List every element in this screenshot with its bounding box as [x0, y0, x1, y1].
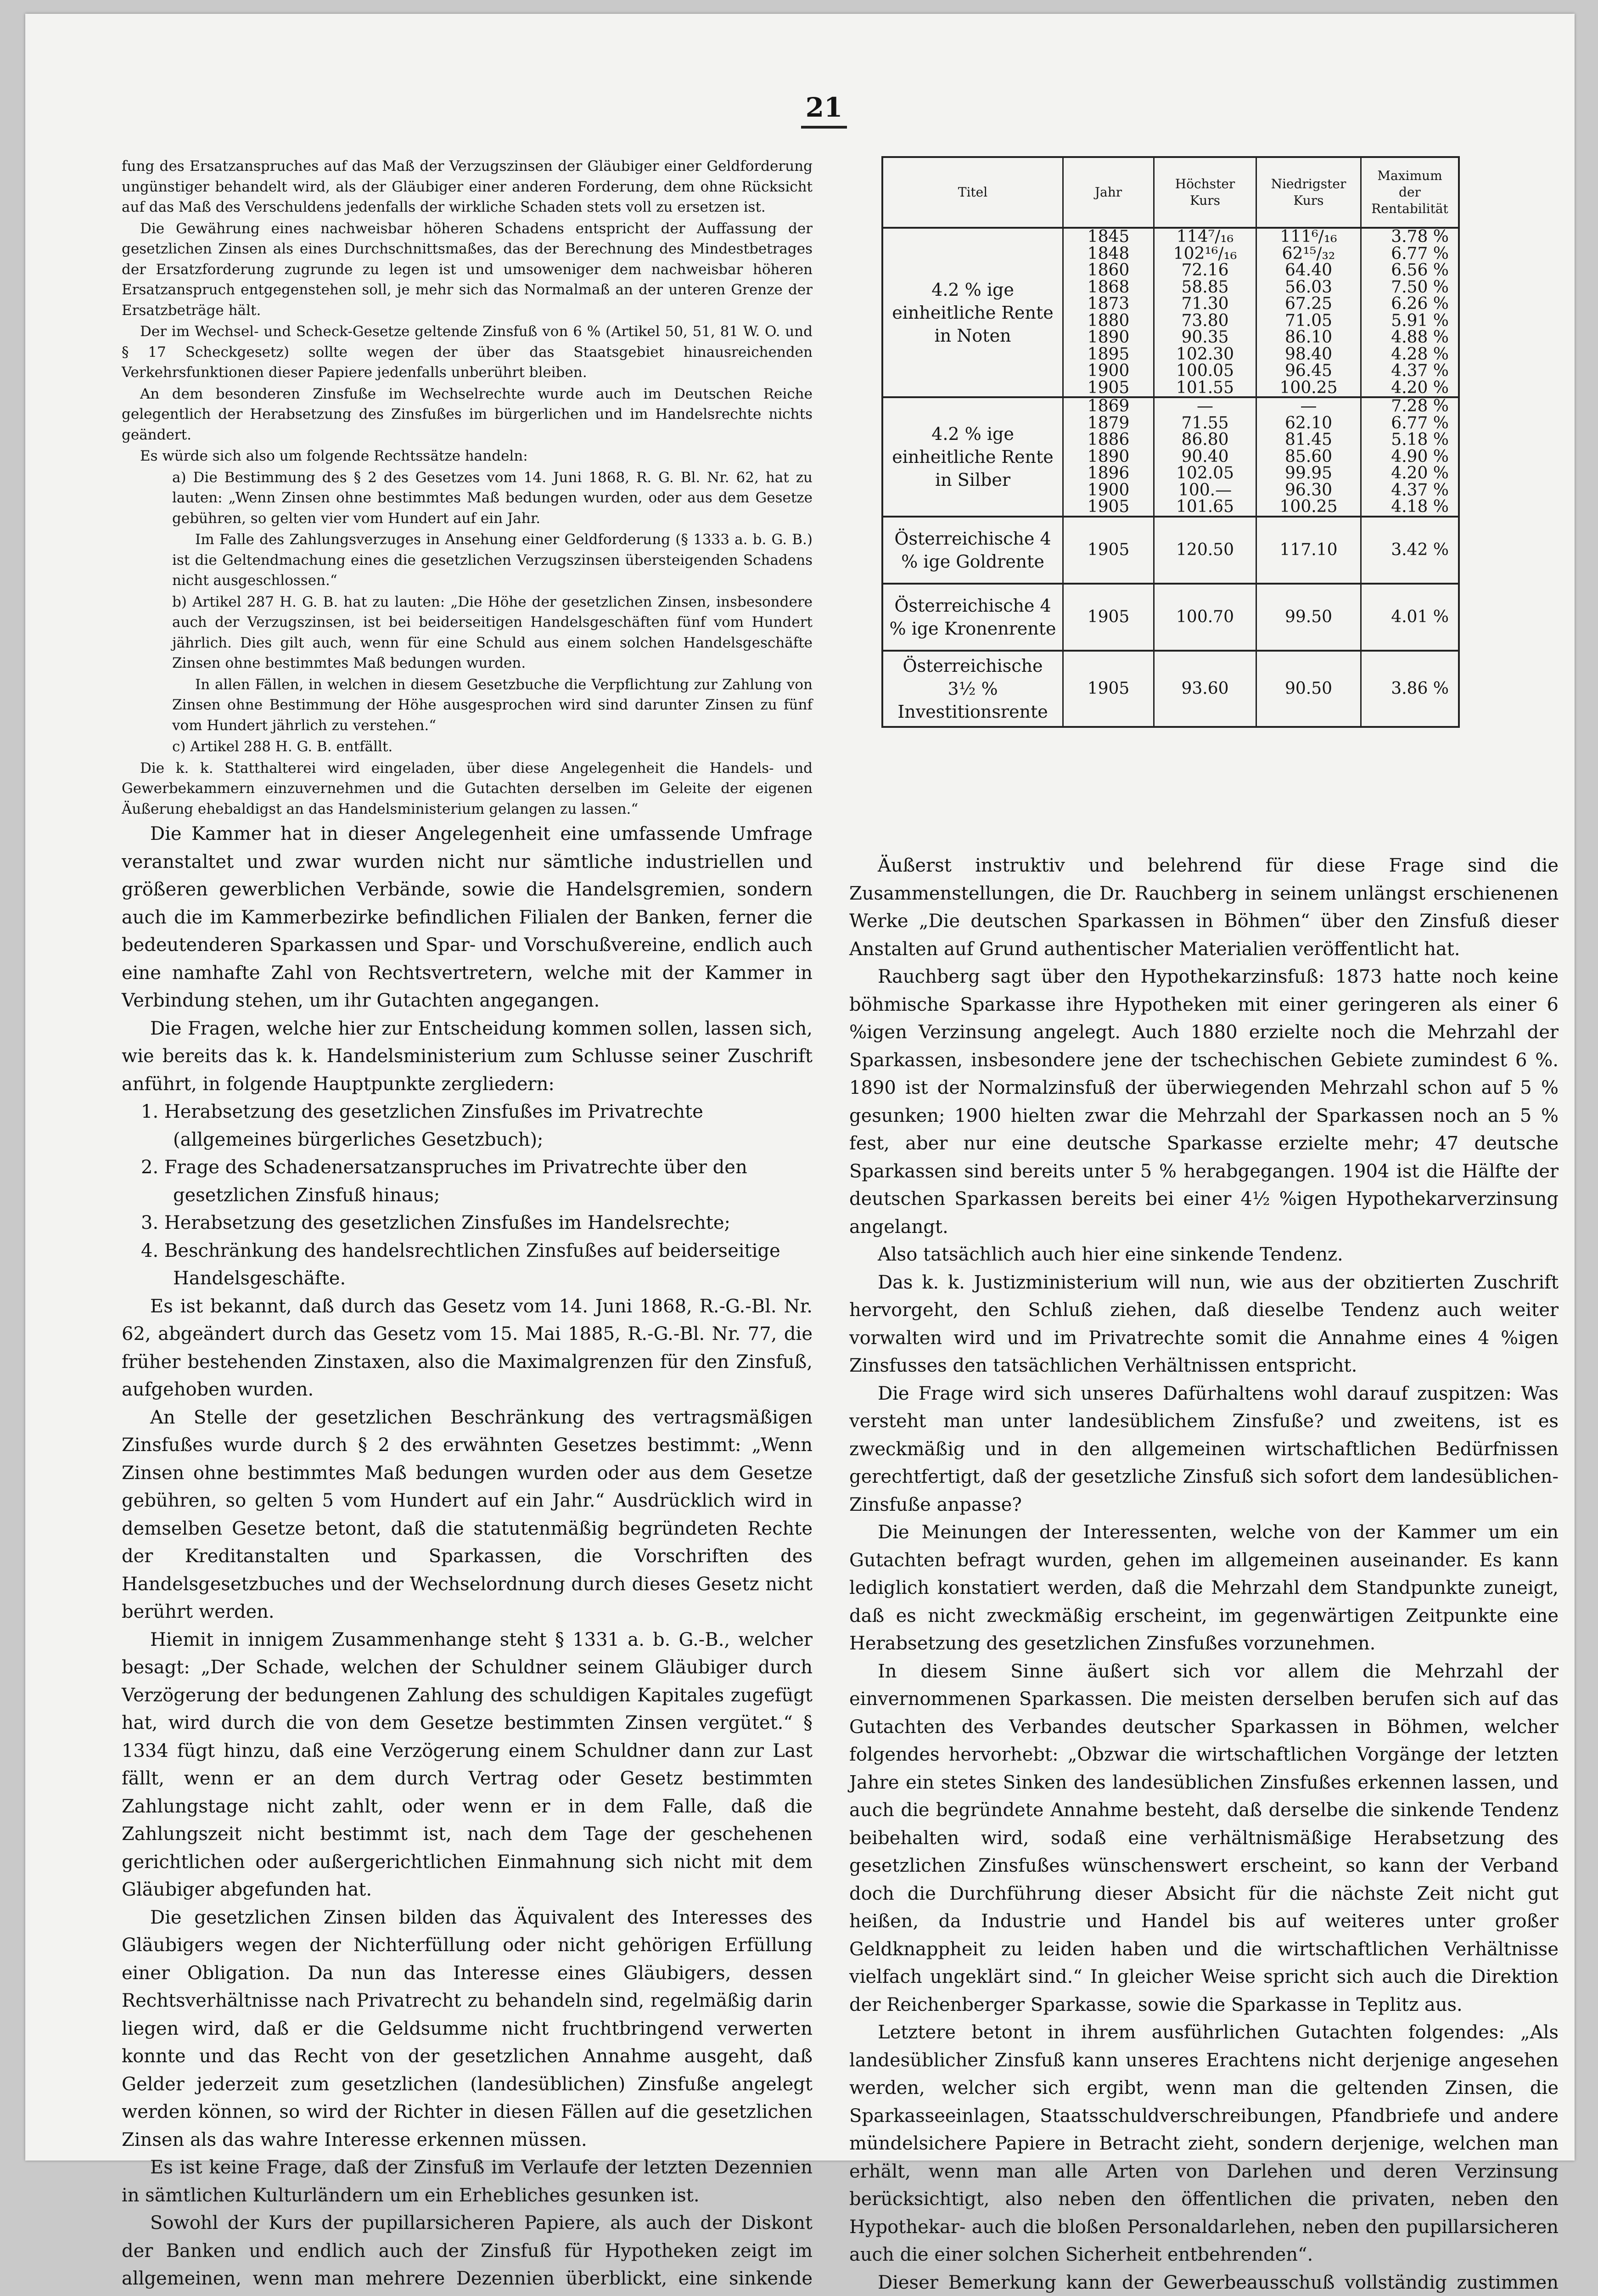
max-yield-cell: 7.50 %	[1361, 279, 1459, 296]
table-row	[882, 584, 1459, 651]
year-cell: 1905	[1063, 380, 1154, 398]
low-rate-cell: 67.25	[1256, 296, 1361, 313]
year-cell: 1848	[1063, 246, 1154, 263]
max-yield-cell: 4.28 %	[1361, 346, 1459, 363]
year-cell: 1868	[1063, 279, 1154, 296]
low-rate-cell: 86.10	[1256, 329, 1361, 346]
year-cell: 1869	[1063, 397, 1154, 415]
high-rate-cell: 71.30	[1154, 296, 1256, 313]
low-rate-cell: —	[1256, 397, 1361, 415]
right-column	[849, 852, 1559, 2296]
low-rate-cell: 96.45	[1256, 363, 1361, 380]
year-cell: 1873	[1063, 296, 1154, 313]
high-rate-cell: 90.35	[1154, 329, 1256, 346]
year-cell: 1886	[1063, 432, 1154, 449]
header-high: Höchster Kurs	[1154, 157, 1256, 228]
year-cell: 1896	[1063, 465, 1154, 482]
body-paragraph: Das k. k. Justizministerium will nun, wie aus der obzitierten Zuschrift hervorgeht, den Schluß ziehen, daß dieselbe Tendenz auch weiter vorwalten wird und im Privatrechte somit die Annahme eines 4 %igen Zinsfusses den tatsächlichen Verhältnissen entspricht.	[849, 1269, 1559, 1380]
list-item: 1. Herabsetzung des gesetzlichen Zinsfußes im Privatrechte (allgemeines bürgerliches Gesetzbuch);	[122, 1098, 813, 1154]
high-rate-cell: 102¹⁶/₁₆	[1154, 246, 1256, 263]
max-yield-cell: 6.26 %	[1361, 296, 1459, 313]
high-rate-cell: 101.55	[1154, 380, 1256, 398]
document-page	[25, 14, 1575, 2161]
body-paragraph: Es ist bekannt, daß durch das Gesetz vom 14. Juni 1868, R.-G.-Bl. Nr. 62, abgeändert durch das Gesetz vom 15. Mai 1885, R.-G.-Bl. Nr. 77, die früher bestehenden Zinstaxen, also die Maximalgrenzen für den Zinsfuß, aufgehoben wurden.	[122, 1293, 813, 1404]
max-yield-cell: 5.91 %	[1361, 313, 1459, 330]
body-paragraph: Äußerst instruktiv und belehrend für diese Frage sind die Zusammenstellungen, die Dr. Rauchberg in seinem unlängst erschienenen Werke „Die deutschen Sparkassen in Böhmen“ über den Zinsfuß dieser Anstalten auf Grund authentischer Materialien veröffentlicht hat.	[849, 852, 1559, 963]
legal-sub-item: b) Artikel 287 H. G. B. hat zu lauten: „Die Höhe der gesetzlichen Zinsen, insbesondere auch der Verzugszinsen, ist bei beiderseitigen Handelsgeschäften fünf vom Hundert jährlich. Dies gilt auch, wenn für eine Schuld aus einem solchen Handelsgeschäfte Zinsen ohne bestimmtes Maß bedungen wurden.	[122, 592, 813, 674]
body-paragraph: Sowohl der Kurs der pupillarsicheren Papiere, als auch der Diskont der Banken und endlich auch der Zinsfuß für Hypotheken zeigt im allgemeinen, wenn man mehrere Dezennien überblickt, eine sinkende	[122, 2209, 813, 2296]
note-paragraph: Es würde sich also um folgende Rechtssätze handeln:	[122, 446, 813, 467]
high-rate-cell: 102.05	[1154, 465, 1256, 482]
body-paragraph: Die gesetzlichen Zinsen bilden das Äquivalent des Interesses des Gläubigers wegen der Nichterfüllung oder nicht gehörigen Erfüllung einer Obligation. Da nun das Interesse eines Gläubigers, dessen Rechtsverhältnisse nach Privatrecht zu behandeln sind, regelmäßig darin liegen wird, daß er die Geldsumme nicht fruchtbringend verwerten konnte und das Recht von der gesetzlichen Annahme ausgeht, daß Gelder jederzeit zum gesetzlichen (landesüblichen) Zinsfuße angelegt werden können, so wird der Richter in diesen Fällen auf die gesetzlichen Zinsen als das wahre Interesse erkennen müssen.	[122, 1904, 813, 2154]
body-paragraph: Rauchberg sagt über den Hypothekarzinsfuß: 1873 hatte noch keine böhmische Sparkasse ihre Hypotheken mit einer geringeren als einer 6 %igen Verzinsung angelegt. Auch 1880 erzielte noch die Mehrzahl der Sparkassen, insbesondere jene der tschechischen Gebiete zumindest 6 %. 1890 ist der Normalzinsfuß der überwiegenden Mehrzahl schon auf 5 % gesunken; 1900 hielten zwar die Mehrzahl der Sparkassen noch an 5 % fest, aber nur eine deutsche Sparkasse erzielte mehr; 47 deutsche Sparkassen sind bereits unter 5 % herabgegangen. 1904 ist die Hälfte der deutschen Sparkassen bereits bei einer 4½ %igen Hypothekarverzinsung angelangt.	[849, 963, 1559, 1241]
body-paragraph: Die Kammer hat in dieser Angelegenheit eine umfassende Umfrage veranstaltet und zwar wurden nicht nur sämtliche industriellen und größeren gewerblichen Verbände, sowie die Handelsgremien, sondern auch die im Kammerbezirke befindlichen Filialen der Banken, ferner die bedeutenderen Sparkassen und Spar- und Vorschußvereine, endlich auch eine namhafte Zahl von Rechtsvertretern, welche mit der Kammer in Verbindung stehen, um ihr Gutachten angegangen.	[122, 820, 813, 1015]
security-title-cell: 4.2 % ige einheitliche Rente in Silber	[882, 397, 1063, 517]
security-title-cell: 4.2 % ige einheitliche Rente in Noten	[882, 228, 1063, 397]
year-cell: 1905	[1063, 499, 1154, 517]
max-yield-cell: 3.86 %	[1361, 651, 1459, 727]
body-paragraph: In diesem Sinne äußert sich vor allem die Mehrzahl der einvernommenen Sparkassen. Die meisten derselben berufen sich auf das Gutachten des Verbandes deutscher Sparkassen in Böhmen, welcher folgendes hervorhebt: „Obzwar die wirtschaftlichen Vorgänge der letzten Jahre ein stetes Sinken des landesüblichen Zinsfußes erkennen lassen, und auch die begründete Annahme besteht, daß derselbe die sinkende Tendenz beibehalten wird, sodaß eine verhältnismäßige Herabsetzung des gesetzlichen Zinsfußes wünschenswert erscheint, so kann der Verband doch die Durchführung dieser Absicht für die nächste Zeit nicht gut heißen, da Industrie und Handel bis auf weiteres unter großer Geldknappheit zu leiden haben und die wirtschaftlichen Verhältnisse vielfach ungeklärt sind.“ In gleicher Weise spricht sich auch die Direktion der Reichenberger Sparkasse, sowie die Sparkasse in Teplitz aus.	[849, 1658, 1559, 2019]
page-number: 21	[801, 92, 847, 129]
high-rate-cell: 101.65	[1154, 499, 1256, 517]
high-rate-cell: 58.85	[1154, 279, 1256, 296]
year-cell: 1880	[1063, 313, 1154, 330]
high-rate-cell: 93.60	[1154, 651, 1256, 727]
max-yield-cell: 4.90 %	[1361, 449, 1459, 466]
table-row	[882, 651, 1459, 727]
table-row	[882, 517, 1459, 584]
low-rate-cell: 117.10	[1256, 517, 1361, 584]
max-yield-cell: 4.18 %	[1361, 499, 1459, 517]
list-item: 4. Beschränkung des handelsrechtlichen Zinsfußes auf beiderseitige Handelsgeschäfte.	[122, 1237, 813, 1293]
max-yield-cell: 3.78 %	[1361, 228, 1459, 246]
max-yield-cell: 4.01 %	[1361, 584, 1459, 651]
year-cell: 1890	[1063, 329, 1154, 346]
year-cell: 1895	[1063, 346, 1154, 363]
legal-sub-item: c) Artikel 288 H. G. B. entfällt.	[122, 737, 813, 757]
note-paragraph: Der im Wechsel- und Scheck-Gesetze geltende Zinsfuß von 6 % (Artikel 50, 51, 81 W. O. und § 17 Scheckgesetz) sollte wegen der über das Staatsgebiet hinausreichenden Verkehrsfunktionen dieser Papiere jedenfalls unberührt bleiben.	[122, 321, 813, 383]
low-rate-cell: 71.05	[1256, 313, 1361, 330]
security-title-cell: Österreichische 4 % ige Kronenrente	[882, 584, 1063, 651]
year-cell: 1879	[1063, 415, 1154, 432]
max-yield-cell: 3.42 %	[1361, 517, 1459, 584]
legal-sub-item: a) Die Bestimmung des § 2 des Gesetzes vom 14. Juni 1868, R. G. Bl. Nr. 62, hat zu lauten: „Wenn Zinsen ohne bestimmtes Maß bedungen wurden, oder aus dem Gesetze gebühren, so gelten vier vom Hundert auf ein Jahr.	[122, 467, 813, 529]
low-rate-cell: 62.10	[1256, 415, 1361, 432]
max-yield-cell: 5.18 %	[1361, 432, 1459, 449]
year-cell: 1905	[1063, 584, 1154, 651]
closing-note: Die k. k. Statthalterei wird eingeladen, über diese Angelegenheit die Handels- und Gewerbekammern einzuvernehmen und die Gutachten derselben im Geleite der eigenen Äußerung ehebaldigst an das Handelsministerium gelangen zu lassen.“	[122, 758, 813, 820]
low-rate-cell: 99.50	[1256, 584, 1361, 651]
year-cell: 1845	[1063, 228, 1154, 246]
low-rate-cell: 56.03	[1256, 279, 1361, 296]
max-yield-cell: 4.20 %	[1361, 465, 1459, 482]
high-rate-cell: 100.70	[1154, 584, 1256, 651]
security-title-cell: Österreichische 4 % ige Goldrente	[882, 517, 1063, 584]
rates-table-wrap	[881, 156, 1460, 728]
high-rate-cell: 120.50	[1154, 517, 1256, 584]
header-low: Niedrigster Kurs	[1256, 157, 1361, 228]
max-yield-cell: 4.37 %	[1361, 482, 1459, 499]
high-rate-cell: 102.30	[1154, 346, 1256, 363]
max-yield-cell: 6.77 %	[1361, 415, 1459, 432]
low-rate-cell: 111⁶/₁₆	[1256, 228, 1361, 246]
low-rate-cell: 100.25	[1256, 380, 1361, 398]
rates-table	[881, 156, 1460, 728]
high-rate-cell: 71.55	[1154, 415, 1256, 432]
low-rate-cell: 99.95	[1256, 465, 1361, 482]
low-rate-cell: 100.25	[1256, 499, 1361, 517]
low-rate-cell: 64.40	[1256, 262, 1361, 279]
max-yield-cell: 6.56 %	[1361, 262, 1459, 279]
list-item: 2. Frage des Schadenersatzanspruches im Privatrechte über den gesetzlichen Zinsfuß hinaus;	[122, 1154, 813, 1209]
header-title: Titel	[882, 157, 1063, 228]
body-paragraph: An Stelle der gesetzlichen Beschränkung des vertragsmäßigen Zinsfußes wurde durch § 2 des erwähnten Gesetzes bestimmt: „Wenn Zinsen ohne bestimmtes Maß bedungen wurden oder aus dem Gesetze gebühren, so gelten 5 vom Hundert auf ein Jahr.“ Ausdrücklich wird in demselben Gesetze betont, daß die statutenmäßig begründeten Rechte der Kreditanstalten und Sparkassen, die Vorschriften des Handelsgesetzbuches und der Wechselordnung durch dieses Gesetz nicht berührt werden.	[122, 1404, 813, 1626]
body-paragraph: Dieser Bemerkung kann der Gewerbeausschuß vollständig zustimmen	[849, 2269, 1559, 2296]
high-rate-cell: 100.—	[1154, 482, 1256, 499]
low-rate-cell: 85.60	[1256, 449, 1361, 466]
body-paragraph: Die Frage wird sich unseres Dafürhaltens wohl darauf zuspitzen: Was versteht man unter landesüblichem Zinsfuße? und zweitens, ist es zweckmäßig und in den allgemeinen wirtschaftlichen Bedürfnissen gerechtfertigt, daß der gesetzliche Zinsfuß sich sofort dem landesüblichen-Zinsfuße anpasse?	[849, 1380, 1559, 1519]
left-column	[122, 156, 813, 2296]
body-paragraph: Letztere betont in ihrem ausführlichen Gutachten folgendes: „Als landesüblicher Zinsfuß kann unseres Erachtens nicht derjenige angesehen werden, welcher sich ergibt, wenn man die geltenden Zinsen, die Sparkasseeinlagen, Staatsschuldverschreibungen, Pfandbriefe und andere mündelsichere Papiere in Betracht zieht, sondern derjenige, welchen man erhält, wenn man alle Arten von Darlehen und deren Verzinsung berücksichtigt, also neben den öffentlichen die privaten, neben den Hypothekar- auch die bloßen Personaldarlehen, neben den pupillarsicheren auch die einer solchen Sicherheit entbehrenden“.	[849, 2019, 1559, 2269]
high-rate-cell: 100.05	[1154, 363, 1256, 380]
high-rate-cell: 86.80	[1154, 432, 1256, 449]
table-header-row	[882, 157, 1459, 228]
high-rate-cell: 72.16	[1154, 262, 1256, 279]
body-paragraph: Die Meinungen der Interessenten, welche von der Kammer um ein Gutachten befragt wurden, gehen im allgemeinen auseinander. Es kann lediglich konstatiert werden, daß die Mehrzahl dem Standpunkte zuneigt, daß es nicht zweckmäßig erscheint, im gegenwärtigen Zeitpunkte eine Herabsetzung des gesetzlichen Zinsfußes vorzunehmen.	[849, 1519, 1559, 1658]
high-rate-cell: 114⁷/₁₆	[1154, 228, 1256, 246]
year-cell: 1905	[1063, 517, 1154, 584]
table-row	[882, 228, 1459, 246]
note-paragraph: An dem besonderen Zinsfuße im Wechselrechte wurde auch im Deutschen Reiche gelegentlich der Herabsetzung des Zinsfußes im bürgerlichen und im Handelsrechte nichts geändert.	[122, 384, 813, 445]
low-rate-cell: 98.40	[1256, 346, 1361, 363]
header-max-yield: Maximum der Rentabilität	[1361, 157, 1459, 228]
low-rate-cell: 90.50	[1256, 651, 1361, 727]
note-paragraph: Die Gewährung eines nachweisbar höheren Schadens entspricht der Auffassung der gesetzlichen Zinsen als eines Durchschnittsmaßes, das der Berechnung des Mindestbetrages der Ersatzforderung zugrunde zu legen ist und umsoweniger dem nachweisbar höheren Ersatzanspruch entgegenstehen soll, je mehr sich das Normalmaß an der unteren Grenze der Ersatzbeträge hält.	[122, 219, 813, 321]
low-rate-cell: 96.30	[1256, 482, 1361, 499]
max-yield-cell: 4.20 %	[1361, 380, 1459, 398]
body-paragraph: Also tatsächlich auch hier eine sinkende Tendenz.	[849, 1241, 1559, 1269]
high-rate-cell: 90.40	[1154, 449, 1256, 466]
legal-sub-item: In allen Fällen, in welchen in diesem Gesetzbuche die Verpflichtung zur Zahlung von Zinsen ohne Bestimmung der Höhe ausgesprochen wird sind darunter Zinsen zu fünf vom Hundert jährlich zu verstehen.“	[122, 675, 813, 736]
max-yield-cell: 6.77 %	[1361, 246, 1459, 263]
body-paragraph: Es ist keine Frage, daß der Zinsfuß im Verlaufe der letzten Dezennien in sämtlichen Kulturländern um ein Erhebliches gesunken ist.	[122, 2154, 813, 2209]
rates-table-body	[882, 228, 1459, 727]
table-row	[882, 397, 1459, 415]
year-cell: 1905	[1063, 651, 1154, 727]
security-title-cell: Österreichische 3½ % Investitionsrente	[882, 651, 1063, 727]
high-rate-cell: —	[1154, 397, 1256, 415]
note-paragraph: fung des Ersatzanspruches auf das Maß der Verzugszinsen der Gläubiger einer Geldforderung ungünstiger behandelt wird, als der Gläubiger einer anderen Forderung, dem ohne Rücksicht auf das Maß des Verschuldens jedenfalls der wirkliche Schaden stets voll zu ersetzen ist.	[122, 156, 813, 218]
low-rate-cell: 81.45	[1256, 432, 1361, 449]
max-yield-cell: 7.28 %	[1361, 397, 1459, 415]
list-item: 3. Herabsetzung des gesetzlichen Zinsfußes im Handelsrechte;	[122, 1209, 813, 1237]
legal-sub-item: Im Falle des Zahlungsverzuges in Ansehung einer Geldforderung (§ 1333 a. b. G. B.) ist die Geltendmachung eines die gesetzlichen Verzugszinsen übersteigenden Schadens nicht ausgeschlossen.“	[122, 529, 813, 591]
body-paragraph: Die Fragen, welche hier zur Entscheidung kommen sollen, lassen sich, wie bereits das k. k. Handelsministerium zum Schlusse seiner Zuschrift anführt, in folgende Hauptpunkte zergliedern:	[122, 1015, 813, 1098]
year-cell: 1900	[1063, 363, 1154, 380]
high-rate-cell: 73.80	[1154, 313, 1256, 330]
year-cell: 1900	[1063, 482, 1154, 499]
header-year: Jahr	[1063, 157, 1154, 228]
year-cell: 1890	[1063, 449, 1154, 466]
max-yield-cell: 4.37 %	[1361, 363, 1459, 380]
max-yield-cell: 4.88 %	[1361, 329, 1459, 346]
low-rate-cell: 62¹⁵/₃₂	[1256, 246, 1361, 263]
year-cell: 1860	[1063, 262, 1154, 279]
body-paragraph: Hiemit in innigem Zusammenhange steht § 1331 a. b. G.-B., welcher besagt: „Der Schade, welchen der Schuldner seinem Gläubiger durch Verzögerung der bedungenen Zahlung des schuldigen Kapitales zugefügt hat, wird durch die von dem Gesetze bestimmten Zinsen vergütet.“ § 1334 fügt hinzu, daß eine Verzögerung einem Schuldner dann zur Last fällt, wenn er an dem durch Vertrag oder Gesetz bestimmten Zahlungstage nicht zahlt, oder wenn er in dem Falle, daß die Zahlungszeit nicht bestimmt ist, nach dem Tage der geschehenen gerichtlichen oder außergerichtlichen Einmahnung sich nicht mit dem Gläubiger abgefunden hat.	[122, 1626, 813, 1904]
